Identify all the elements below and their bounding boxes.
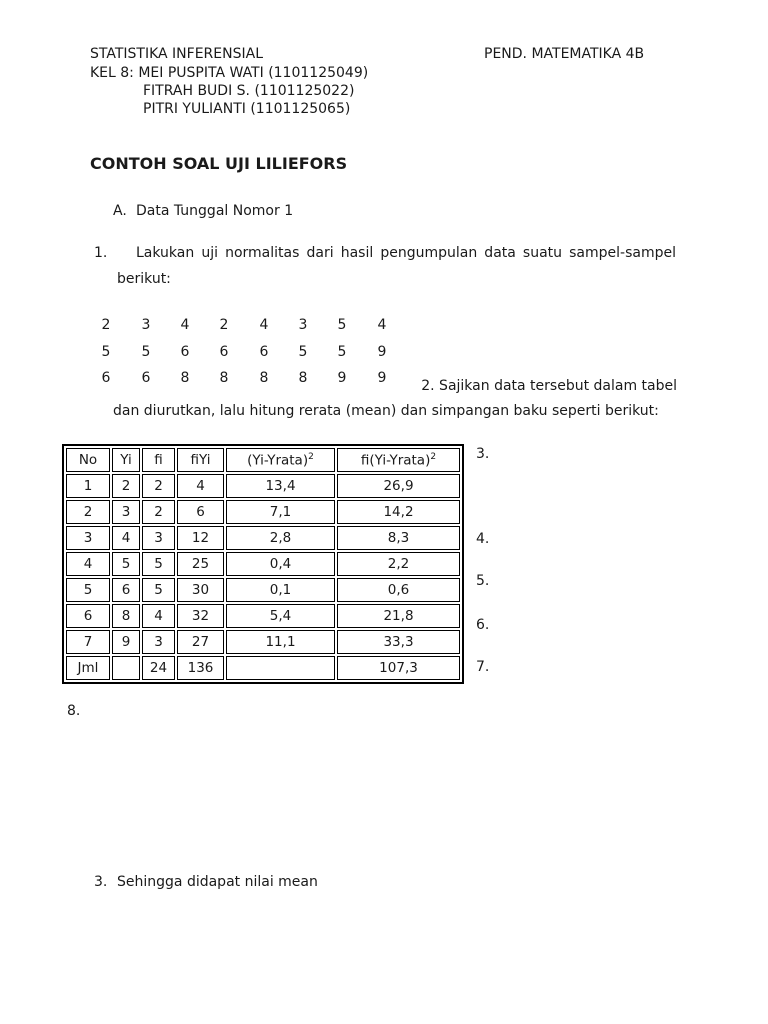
- problem-1-marker: 1.: [94, 245, 108, 261]
- table-cell: 7: [66, 630, 110, 654]
- data-grid-value: 5: [337, 317, 347, 333]
- table-cell: 9: [112, 630, 140, 654]
- page-title: CONTOH SOAL UJI LILIEFORS: [90, 154, 348, 173]
- table-cell: 5: [142, 552, 175, 576]
- table-cell: 4: [177, 474, 224, 498]
- marker-4: 4.: [476, 531, 490, 547]
- table-cell: 107,3: [337, 656, 460, 680]
- table-cell: 24: [142, 656, 175, 680]
- course-name: STATISTIKA INFERENSIAL: [90, 46, 263, 62]
- table-cell: 3: [142, 526, 175, 550]
- data-grid-value: 3: [298, 317, 308, 333]
- table-cell: 0,1: [226, 578, 335, 602]
- table-cell: 2: [142, 474, 175, 498]
- table-header-label: fi: [154, 452, 163, 468]
- table-cell: 0,4: [226, 552, 335, 576]
- data-grid-value: 8: [180, 370, 190, 386]
- data-grid-value: 9: [377, 370, 387, 386]
- data-grid-value: 6: [219, 344, 229, 360]
- table-row: [66, 474, 460, 498]
- table-cell: 14,2: [337, 500, 460, 524]
- data-grid-value: 9: [377, 344, 387, 360]
- table-cell: 4: [142, 604, 175, 628]
- table-cell: 7,1: [226, 500, 335, 524]
- table-cell: 6: [112, 578, 140, 602]
- section-a-text: Data Tunggal Nomor 1: [136, 203, 294, 219]
- table-row: [66, 526, 460, 550]
- marker-3: 3.: [476, 446, 490, 462]
- table-header-label: Yi: [120, 452, 132, 468]
- table-cell: Jml: [66, 656, 110, 680]
- table-cell: 3: [66, 526, 110, 550]
- marker-7: 7.: [476, 659, 490, 675]
- table-row: [66, 500, 460, 524]
- table-row: [66, 656, 460, 680]
- table-header-cell: [226, 448, 335, 472]
- table-cell: [226, 656, 335, 680]
- data-grid-value: 9: [337, 370, 347, 386]
- table-cell: [112, 656, 140, 680]
- conclusion-marker: 3.: [94, 874, 108, 890]
- table-row: [66, 552, 460, 576]
- marker-6: 6.: [476, 617, 490, 633]
- member-3: PITRI YULIANTI (1101125065): [143, 101, 351, 117]
- table-cell: 2,2: [337, 552, 460, 576]
- marker-5: 5.: [476, 573, 490, 589]
- table-cell: 21,8: [337, 604, 460, 628]
- table-cell: 4: [112, 526, 140, 550]
- data-grid-value: 4: [180, 317, 190, 333]
- table-header-exponent: 2: [430, 451, 437, 462]
- problem-1-text: Lakukan uji normalitas dari hasil pengumpulan data suatu sampel-sampel: [136, 245, 676, 261]
- table-header-cell: [337, 448, 460, 472]
- table-cell: 136: [177, 656, 224, 680]
- table-cell: 32: [177, 604, 224, 628]
- conclusion-text: Sehingga didapat nilai mean: [117, 874, 318, 890]
- problem-1-text-cont: berikut:: [117, 271, 171, 287]
- table-header-label: fiYi: [190, 452, 211, 468]
- table-cell: 11,1: [226, 630, 335, 654]
- table-row: [66, 630, 460, 654]
- data-grid-value: 5: [141, 344, 151, 360]
- data-grid-value: 2: [101, 317, 111, 333]
- data-grid-value: 3: [141, 317, 151, 333]
- table-header-cell: [142, 448, 175, 472]
- table-header-row: [66, 448, 460, 472]
- table-cell: 5,4: [226, 604, 335, 628]
- frequency-table: [62, 444, 464, 684]
- table-cell: 13,4: [226, 474, 335, 498]
- table-cell: 12: [177, 526, 224, 550]
- data-grid-value: 6: [101, 370, 111, 386]
- table-header-label: (Yi-Yrata): [247, 452, 309, 469]
- data-grid-value: 5: [337, 344, 347, 360]
- data-grid-value: 4: [259, 317, 269, 333]
- data-grid-value: 4: [377, 317, 387, 333]
- table-cell: 4: [66, 552, 110, 576]
- data-grid-value: 8: [259, 370, 269, 386]
- table-cell: 5: [112, 552, 140, 576]
- table-cell: 5: [66, 578, 110, 602]
- table-cell: 2: [142, 500, 175, 524]
- table-header-cell: [66, 448, 110, 472]
- member-2: FITRAH BUDI S. (1101125022): [143, 83, 355, 99]
- table-header-cell: [112, 448, 140, 472]
- data-grid-value: 5: [298, 344, 308, 360]
- table-cell: 6: [66, 604, 110, 628]
- data-grid-value: 8: [219, 370, 229, 386]
- problem-2-text: 2. Sajikan data tersebut dalam tabel: [421, 378, 677, 394]
- table-header-exponent: 2: [308, 451, 314, 462]
- data-grid-value: 6: [141, 370, 151, 386]
- table-cell: 0,6: [337, 578, 460, 602]
- table-header-label: No: [78, 452, 98, 468]
- marker-8: 8.: [67, 703, 81, 719]
- table-cell: 2: [112, 474, 140, 498]
- section-a-marker: A.: [113, 203, 127, 219]
- class-name: PEND. MATEMATIKA 4B: [484, 46, 645, 62]
- data-grid-value: 8: [298, 370, 308, 386]
- table-cell: 25: [177, 552, 224, 576]
- table-cell: 27: [177, 630, 224, 654]
- table-cell: 5: [142, 578, 175, 602]
- group-line: KEL 8: MEI PUSPITA WATI (1101125049): [90, 65, 369, 81]
- table-cell: 3: [142, 630, 175, 654]
- table-cell: 33,3: [337, 630, 460, 654]
- table-cell: 2,8: [226, 526, 335, 550]
- table-row: [66, 578, 460, 602]
- data-grid-value: 5: [101, 344, 111, 360]
- table-cell: 8: [112, 604, 140, 628]
- problem-2-text-cont: dan diurutkan, lalu hitung rerata (mean) dan simpangan baku seperti berikut:: [113, 403, 659, 419]
- table-cell: 3: [112, 500, 140, 524]
- table-header-label: fi(Yi-Yrata): [360, 452, 431, 469]
- table-cell: 8,3: [337, 526, 460, 550]
- table-cell: 6: [177, 500, 224, 524]
- data-grid-value: 2: [219, 317, 229, 333]
- data-grid-value: 6: [259, 344, 269, 360]
- table-row: [66, 604, 460, 628]
- table-cell: 1: [66, 474, 110, 498]
- table-cell: 26,9: [337, 474, 460, 498]
- table-cell: 2: [66, 500, 110, 524]
- data-grid-value: 6: [180, 344, 190, 360]
- table-header-cell: [177, 448, 224, 472]
- table-cell: 30: [177, 578, 224, 602]
